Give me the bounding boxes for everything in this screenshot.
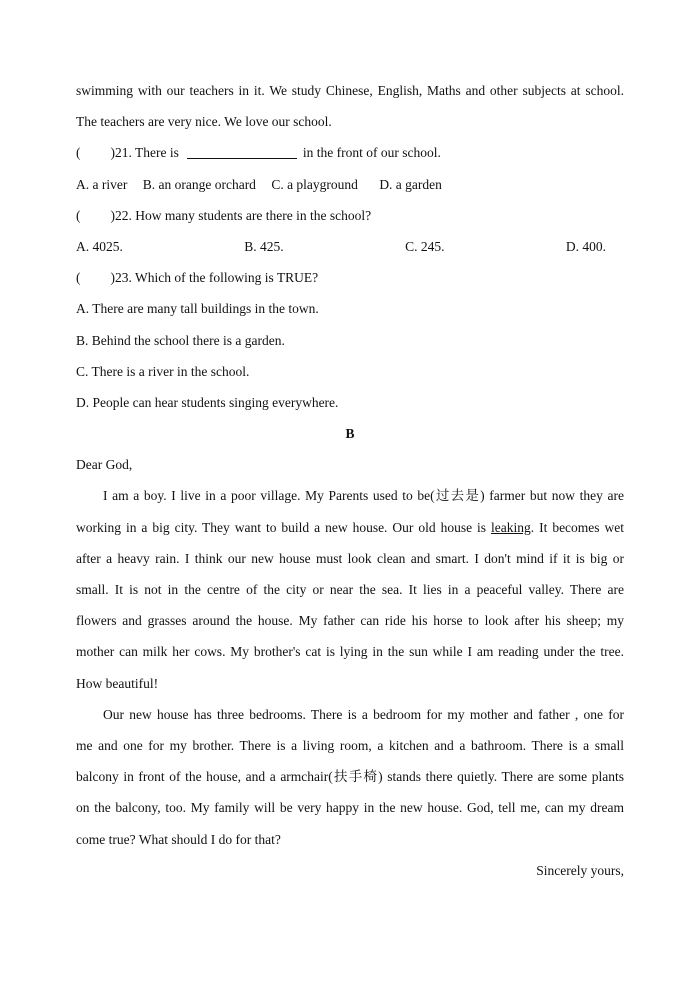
q23-stem-text: Which of the following is TRUE? bbox=[135, 270, 319, 286]
letter-p1-line-5: flowers and grasses around the house. My father can ride his horse to look after his sheep; my bbox=[76, 613, 624, 629]
letter-p1-line-7: How beautiful! bbox=[76, 675, 159, 691]
question-22-stem bbox=[76, 203, 624, 234]
letter-p1-line-6: mother can milk her cows. My brother's cat is lying in the sun while I am reading under the tree. bbox=[76, 644, 624, 660]
passage-a-line-1: swimming with our teachers in it. We study Chinese, English, Maths and other subjects at school. bbox=[76, 83, 624, 98]
q21-stem-after: in the front of our school. bbox=[302, 145, 441, 161]
question-21-options bbox=[76, 172, 624, 203]
letter-p2-line-3: balcony in front of the house, and a armchair(扶手椅) stands there quietly. There are some plants bbox=[76, 769, 624, 785]
q22-option-a: A. 4025. bbox=[76, 238, 123, 254]
document-page bbox=[76, 78, 624, 889]
q21-option-b: B. an orange orchard bbox=[142, 176, 256, 192]
question-22-options bbox=[76, 234, 606, 265]
q21-paren-close: ) bbox=[110, 145, 115, 161]
q22-option-c: C. 245. bbox=[405, 238, 445, 254]
question-23-stem bbox=[76, 265, 624, 296]
q21-option-d: D. a garden bbox=[379, 176, 442, 192]
q22-paren-close: ) bbox=[110, 207, 115, 223]
letter-p2-line-5: come true? What should I do for that? bbox=[76, 831, 281, 847]
letter-p1-line-3: after a heavy rain. I think our new house must look clean and smart. I don't mind if it is big or bbox=[76, 550, 624, 566]
q23-option-a: A. There are many tall buildings in the town. bbox=[76, 301, 319, 317]
q21-paren-open: ( bbox=[76, 145, 81, 161]
letter-salutation: Dear God, bbox=[76, 457, 133, 473]
q21-option-a: A. a river bbox=[76, 176, 128, 192]
p1-l2-before: working in a big city. They want to build a new house. Our old house is bbox=[76, 519, 487, 535]
letter-p1-line-1: I am a boy. I live in a poor village. My Parents used to be(过去是) farmer but now they are bbox=[103, 488, 624, 504]
q22-option-b: B. 425. bbox=[244, 238, 284, 254]
q23-paren-open: ( bbox=[76, 270, 81, 286]
q21-stem-before: There is bbox=[135, 145, 179, 161]
underlined-word-leaking: leaking bbox=[491, 519, 531, 535]
letter-p2-line-2: me and one for my brother. There is a living room, a kitchen and a bathroom. There is a small bbox=[76, 737, 624, 753]
q23-number: 23. bbox=[115, 270, 132, 286]
letter-closing: Sincerely yours, bbox=[536, 862, 624, 878]
q21-blank bbox=[187, 144, 297, 159]
letter-p2-line-1: Our new house has three bedrooms. There is a bedroom for my mother and father , one for bbox=[103, 706, 624, 722]
q21-number: 21. bbox=[115, 145, 132, 161]
letter-p1-line-4: small. It is not in the centre of the city or near the sea. It lies in a peaceful valley. There are bbox=[76, 582, 624, 597]
q22-number: 22. bbox=[115, 207, 132, 223]
q23-option-b: B. Behind the school there is a garden. bbox=[76, 332, 285, 348]
q22-option-d: D. 400. bbox=[565, 238, 606, 254]
q21-option-c: C. a playground bbox=[271, 176, 358, 192]
q23-paren-close: ) bbox=[110, 270, 115, 286]
passage-a-line-2: The teachers are very nice. We love our school. bbox=[76, 114, 332, 130]
p1-l2-after: . It becomes wet bbox=[530, 519, 625, 535]
q22-stem-text: How many students are there in the school? bbox=[135, 207, 372, 223]
letter-p2-line-4: on the balcony, too. My family will be very happy in the new house. God, tell me, can my dream bbox=[76, 800, 624, 816]
section-b-heading: B bbox=[345, 426, 355, 442]
question-21-stem bbox=[76, 140, 624, 171]
q22-paren-open: ( bbox=[76, 207, 81, 223]
letter-p1-line-2 bbox=[76, 515, 624, 546]
q23-option-d: D. People can hear students singing everywhere. bbox=[76, 394, 339, 410]
q23-option-c: C. There is a river in the school. bbox=[76, 363, 250, 379]
